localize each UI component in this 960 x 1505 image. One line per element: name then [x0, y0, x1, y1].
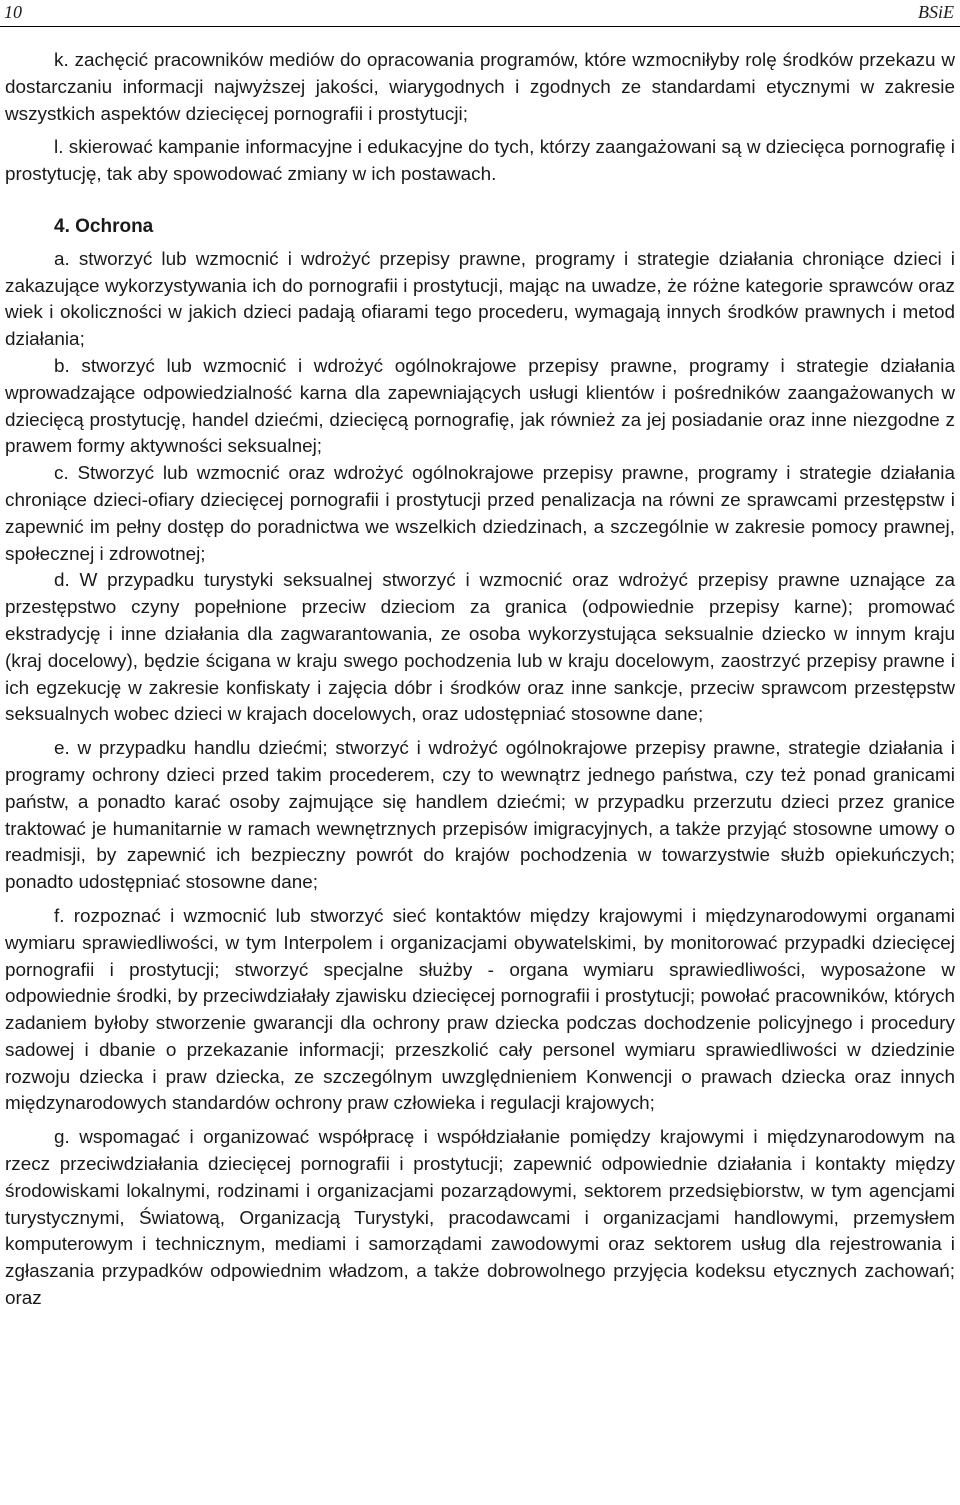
paragraph-e: e. w przypadku handlu dziećmi; stworzyć i wdrożyć ogólnokrajowe przepisy prawne, strategie działania i programy ochrony dzieci przed takim procederem, czy to wewnątrz jednego państwa, czy też ponad granicami państw, a ponadto karać osoby zajmujące się handlem dziećmi; w przypadku przerzutu dzieci przez granice traktować je humanitarnie w ramach wewnętrznych przepisów imigracyjnych, a także przyjąć stosowne umowy o readmisji, by zapewnić ich bezpieczny powrót do krajów pochodzenia w towarzystwie służb opiekuńczych; ponadto udostępniać stosowne dane;: [5, 738, 955, 894]
paragraph-l: l. skierować kampanie informacyjne i edukacyjne do tych, którzy zaangażowani są w dziecięca pornografię i prostytucję, tak aby spowodować zmiany w ich postawach.: [5, 137, 955, 186]
paragraph-k: k. zachęcić pracowników mediów do opracowania programów, które wzmocniłyby rolę środków przekazu w dostarczaniu informacji najwyższej jakości, wiarygodnych i zgodnych ze standardami etycznymi w zakresie wszystkich aspektów dziecięcej pornografii i prostytucji;: [5, 50, 955, 125]
section-heading: 4. Ochrona: [54, 215, 154, 237]
paragraph-d: d. W przypadku turystyki seksualnej stworzyć i wzmocnić oraz wdrożyć przepisy prawne uznające za przestępstwo czyny popełnione przeciw dzieciom za granica (odpowiednie przepisy karne); promować ekstradycję i inne działania dla zagwarantowania, ze osoba wykorzystująca seksualnie dziecko w innym kraju (kraj docelowy), będzie ścigana w kraju swego pochodzenia lub w kraju docelowym, zaostrzyć przepisy prawne i ich egzekucję w zakresie konfiskaty i zajęcia dóbr i środków oraz inne sankcje, przeciw sprawcom przestępstw seksualnych wobec dzieci w krajach docelowych, oraz udostępniać stosowne dane;: [5, 570, 955, 726]
paragraph-f: f. rozpoznać i wzmocnić lub stworzyć sieć kontaktów między krajowymi i międzynarodowymi organami wymiaru sprawiedliwości, w tym Interpolem i organizacjami obywatelskimi, by monitorować przypadki dziecięcej pornografii i prostytucji; stworzyć specjalne służby - organa wymiaru sprawiedliwości, wyposażone w odpowiednie środki, by przeciwdziałały zjawisku dziecięcej pornografii i prostytucji; powołać pracowników, których zadaniem byłoby stworzenie gwarancji dla ochrony praw dziecka podczas dochodzenie policyjnego i procedury sadowej i dbanie o przekazanie informacji; przeszkolić cały personel wymiaru sprawiedliwości w dziedzinie rozwoju dziecka i praw dziecka, ze szczególnym uwzględnieniem Konwencji o prawach dziecka oraz innych międzynarodowych standardów ochrony praw człowieka i regulacji krajowych;: [5, 905, 955, 1115]
paragraph-c: c. Stworzyć lub wzmocnić oraz wdrożyć ogólnokrajowe przepisy prawne, programy i strategie działania chroniące dzieci-ofiary dziecięcej pornografii i prostytucji przed penalizacja na równi ze sprawcami przestępstw i zapewnić im pełny dostęp do poradnictwa we wszelkich dziedzinach, a szczególnie w zakresie pomocy prawnej, społecznej i zdrowotnej;: [5, 463, 955, 565]
paragraph-a: a. stworzyć lub wzmocnić i wdrożyć przepisy prawne, programy i strategie działania chroniące dzieci i zakazujące wykorzystywania ich do pornografii i prostytucji, mając na uwadze, że różne kategorie sprawców oraz wiek i okoliczności w jakich dzieci padają ofiarami tego procederu, wymagają innych środków prawnych i metod działania;: [5, 248, 955, 351]
paragraph-g: g. wspomagać i organizować współpracę i współdziałanie pomiędzy krajowymi i międzynarodowym na rzecz przeciwdziałania dziecięcej pornografii i prostytucji; zapewnić odpowiednie działania i kontakty między środowiskami lokalnymi, rodzinami i organizacjami pozarządowymi, sektorem przedsiębiorstw, w tym agencjami turystycznymi, Światową, Organizacją Turystyki, pracodawcami i organizacjami handlowymi, przemysłem komputerowym i technicznym, mediami i samorządami zawodowymi oraz sektorem usług dla rejestrowania i zgłaszania przypadków odpowiednim władzom, a także dobrowolnego przyjęcia kodeksu etycznych zachowań; oraz: [5, 1127, 955, 1310]
page-header: [0, 0, 960, 27]
page-number: 10: [4, 2, 22, 22]
journal-name: BSiE: [918, 2, 954, 22]
document-body: [5, 48, 955, 1313]
paragraph-b: b. stworzyć lub wzmocnić i wdrożyć ogólnokrajowe przepisy prawne, programy i strategie działania wprowadzające odpowiedzialność karna dla zapewniających usługi klientów i pośredników zaangażowanych w dziecięcą prostytucję, handel dziećmi, dziecięcą pornografię, jak również za jej posiadanie oraz inne niezgodne z prawem formy aktywności seksualnej;: [5, 355, 955, 458]
